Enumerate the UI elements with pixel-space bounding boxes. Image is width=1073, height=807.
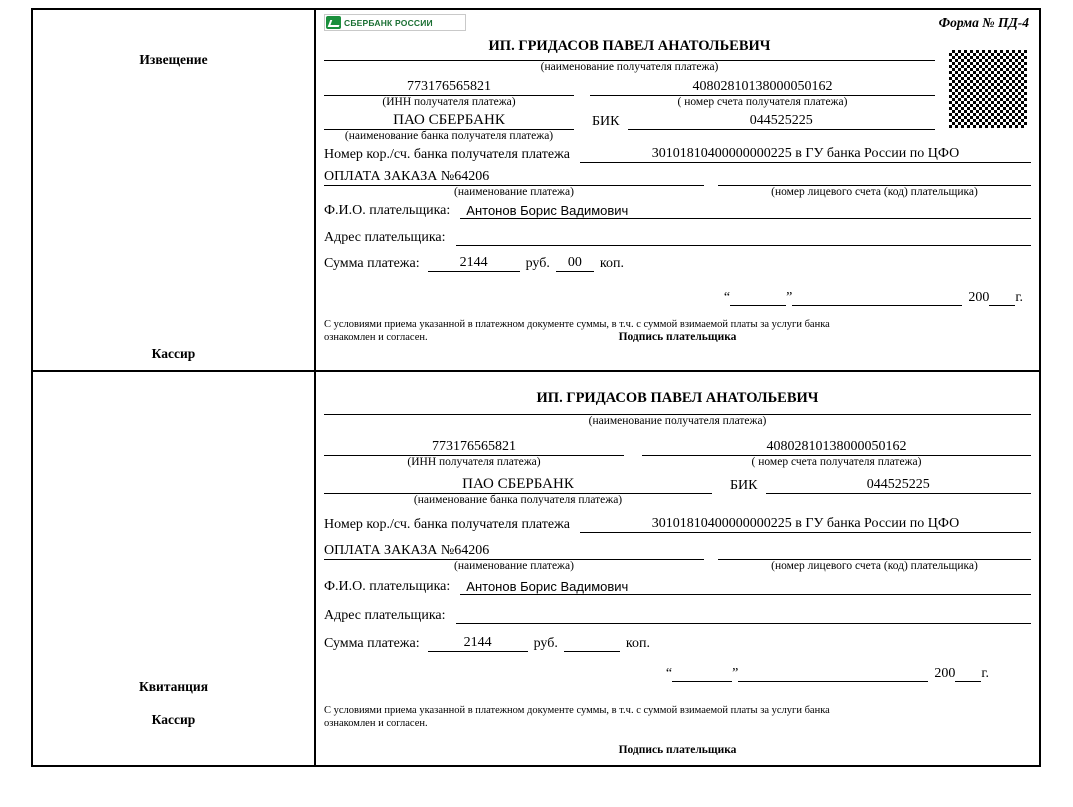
kop-value-top: 00 [556, 255, 594, 272]
date-quote-close-bottom: ” [732, 666, 739, 682]
address-label-bottom: Адрес плательщика: [324, 608, 446, 624]
address-label-top: Адрес плательщика: [324, 230, 446, 245]
korsch-value-top: 30101810400000000225 в ГУ банка России по ЦФО [580, 146, 1031, 163]
date-month-top [792, 288, 962, 306]
account-value-top: 40802810138000050162 [590, 79, 935, 96]
personal-account-value-top [718, 168, 1031, 186]
inn-caption-top: (ИНН получателя платежа) [382, 96, 516, 108]
payer-value-bottom: Антонов Борис Вадимович [460, 579, 1031, 595]
agreement-line1-top: С условиями приема указанной в платежном документе суммы, в т.ч. с суммой взимаемой платы за услуги банка [324, 319, 830, 330]
label-cashier-bottom: Кассир [151, 712, 196, 728]
amount-label-top: Сумма платежа: [324, 256, 420, 271]
agreement-line2-top: ознакомлен и согласен. [324, 332, 428, 344]
bank-name-caption-top: (наименование банка получателя платежа) [344, 130, 554, 142]
bik-label-bottom: БИК [730, 478, 758, 494]
inn-caption-bottom: (ИНН получателя платежа) [407, 456, 541, 469]
amount-value-top: 2144 [428, 255, 520, 272]
bik-value-bottom: 044525225 [766, 477, 1032, 494]
bank-name-value-bottom: ПАО СБЕРБАНК [324, 476, 712, 494]
notice-half [33, 10, 1039, 372]
date-year-top [989, 288, 1015, 306]
address-value-bottom [456, 606, 1031, 624]
payer-value-top: Антонов Борис Вадимович [460, 203, 1031, 219]
year-suffix-bottom: г. [981, 666, 989, 682]
date-year-bottom [955, 664, 981, 682]
inn-value-top: 773176565821 [324, 79, 574, 96]
agreement-line2-bottom: ознакомлен и согласен. [324, 718, 428, 730]
label-cashier-top: Кассир [151, 346, 196, 361]
year-suffix-top: г. [1015, 290, 1023, 305]
account-value-bottom: 40802810138000050162 [642, 439, 1031, 456]
date-quote-open-top: “ [723, 290, 731, 305]
recipient-caption-bottom: (наименование получателя платежа) [588, 415, 767, 428]
form-number: Форма № ПД-4 [938, 15, 1029, 30]
signature-label-top: Подпись плательщика [618, 331, 737, 344]
payment-name-value-bottom: ОПЛАТА ЗАКАЗА №64206 [324, 543, 704, 560]
qr-code-icon [947, 48, 1029, 130]
kop-label-top: коп. [599, 256, 624, 271]
payment-name-caption-bottom: (наименование платежа) [454, 560, 574, 573]
personal-account-caption-top: (номер лицевого счета (код) плательщика) [771, 186, 978, 198]
bik-label-top: БИК [592, 114, 620, 129]
notice-left-column [33, 10, 316, 370]
korsch-label-top: Номер кор./сч. банка получателя платежа [324, 147, 570, 162]
notice-right-column [316, 10, 1039, 370]
address-value-top [456, 228, 1031, 246]
date-quote-open-bottom: “ [665, 666, 673, 682]
account-caption-bottom: ( номер счета получателя платежа) [751, 456, 922, 469]
agreement-line1-bottom: С условиями приема указанной в платежном документе суммы, в т.ч. с суммой взимаемой платы за услуги банка [324, 705, 830, 717]
payer-label-top: Ф.И.О. плательщика: [324, 203, 451, 218]
receipt-right-column [316, 372, 1039, 765]
date-day-top [730, 288, 786, 306]
date-quote-close-top: ” [786, 290, 793, 305]
signature-label-bottom: Подпись плательщика [618, 744, 737, 757]
year-prefix-top: 200 [968, 290, 990, 305]
kop-value-bottom [564, 651, 620, 652]
payer-label-bottom: Ф.И.О. плательщика: [324, 579, 451, 595]
amount-label-bottom: Сумма платежа: [324, 636, 420, 652]
korsch-label-bottom: Номер кор./сч. банка получателя платежа [324, 517, 570, 533]
recipient-caption-top: (наименование получателя платежа) [540, 61, 719, 73]
year-prefix-bottom: 200 [934, 666, 956, 682]
payment-name-caption-top: (наименование платежа) [454, 186, 574, 198]
date-day-bottom [672, 664, 732, 682]
date-month-bottom [738, 664, 928, 682]
receipt-left-column [33, 372, 316, 765]
recipient-name-top: ИП. ГРИДАСОВ ПАВЕЛ АНАТОЛЬЕВИЧ [488, 38, 771, 54]
recipient-name-bottom: ИП. ГРИДАСОВ ПАВЕЛ АНАТОЛЬЕВИЧ [536, 390, 819, 407]
receipt-half [33, 372, 1039, 765]
kop-label-bottom: коп. [625, 636, 650, 652]
personal-account-value-bottom [718, 542, 1031, 560]
bank-name-value-top: ПАО СБЕРБАНК [324, 112, 574, 130]
account-caption-top: ( номер счета получателя платежа) [677, 96, 848, 108]
sberbank-mark-icon [326, 16, 341, 29]
payment-form [31, 8, 1041, 767]
label-receipt: Квитанция [138, 679, 209, 695]
inn-value-bottom: 773176565821 [324, 439, 624, 456]
payment-name-value-top: ОПЛАТА ЗАКАЗА №64206 [324, 169, 704, 186]
sberbank-logo-text: СБЕРБАНК РОССИИ [344, 17, 433, 28]
rub-label-bottom: руб. [533, 636, 558, 652]
bank-name-caption-bottom: (наименование банка получателя платежа) [413, 494, 623, 507]
label-notice: Извещение [139, 52, 208, 67]
sberbank-logo-icon [324, 14, 466, 31]
rub-label-top: руб. [525, 256, 550, 271]
amount-value-bottom: 2144 [428, 635, 528, 652]
personal-account-caption-bottom: (номер лицевого счета (код) плательщика) [771, 560, 978, 573]
bik-value-top: 044525225 [628, 113, 936, 130]
korsch-value-bottom: 30101810400000000225 в ГУ банка России по ЦФО [580, 516, 1031, 533]
